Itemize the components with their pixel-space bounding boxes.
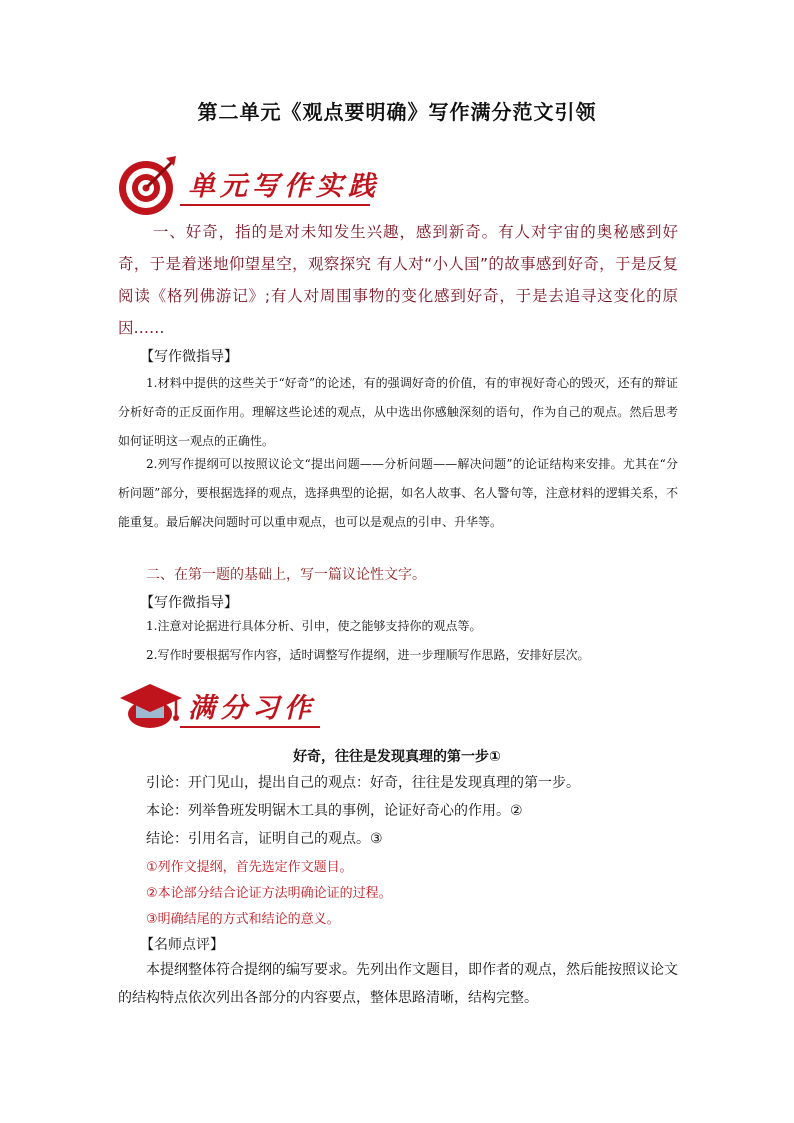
comment-label: 【名师点评】 — [140, 937, 224, 953]
outline-line: 本论：列举鲁班发明锯木工具的事例，论证好奇心的作用。② — [146, 803, 523, 819]
page-title: 第二单元《观点要明确》写作满分范文引领 — [197, 100, 597, 124]
target-dart-icon — [116, 152, 182, 218]
teacher-comment-text: 本提纲整体符合提纲的编写要求。先列出作文题目，即作者的观点，然后能按照议论文的结构特点依次列出各部分的内容要点，整体思路清晰，结构完整。 — [118, 962, 678, 1006]
guide-item — [118, 641, 678, 670]
outline-line: 结论：引用名言，证明自己的观点。③ — [146, 831, 383, 847]
guide-item-text: 2.写作时要根据写作内容，适时调整写作提纲，进一步理顺写作思路，安排好层次。 — [146, 648, 590, 662]
footnote: ①列作文提纲，首先选定作文题目。 — [146, 860, 353, 875]
guide-item — [118, 450, 678, 537]
section-heading: 单元写作实践 — [188, 171, 380, 202]
heading-underline — [180, 726, 320, 728]
heading-underline — [180, 204, 370, 206]
guide-label: 【写作微指导】 — [140, 349, 238, 365]
footnote: ③明确结尾的方式和结论的意义。 — [146, 912, 340, 927]
guide-item-text: 1.材料中提供的这些关于“好奇”的论述，有的强调好奇的价值，有的审视好奇心的毁灭，还有的辩证分析好奇的正反面作用。理解这些论述的观点，从中选出你感触深刻的语句，作为自己的观点。然后思考如何证明这一观点的正确性。 — [118, 376, 678, 448]
outline-line: 引论：开门见山，提出自己的观点：好奇，往往是发现真理的第一步。 — [146, 775, 580, 791]
essay-title: 好奇，往往是发现真理的第一步① — [293, 749, 501, 765]
guide-item-text: 1.注意对论据进行具体分析、引申，使之能够支持你的观点等。 — [146, 619, 482, 633]
guide-label: 【写作微指导】 — [140, 595, 238, 611]
guide-item — [118, 612, 678, 641]
section-banner-essay — [116, 672, 396, 742]
guide-item-text: 2.列写作提纲可以按照议论文“提出问题——分析问题——解决问题”的论证结构来安排。尤其在“分析问题”部分，要根据选择的观点，选择典型的论据，如名人故事、名人警句等，注意材料的逻辑关系，不能重复。最后解决问题时可以重申观点，也可以是观点的引申、升华等。 — [118, 457, 678, 529]
guide-item — [118, 369, 678, 456]
footnote: ②本论部分结合论证方法明确论证的过程。 — [146, 886, 392, 901]
graduation-cap-icon — [116, 672, 186, 738]
teacher-comment — [118, 956, 678, 1012]
prompt-one-text: 一、好奇，指的是对未知发生兴趣，感到新奇。有人对宇宙的奥秘感到好奇，于是着迷地仰望星空，观察探究 有人对“小人国”的故事感到好奇，于是反复阅读《格列佛游记》;有人对周围事物的变化感到好奇，于是去追寻这变化的原因…… — [118, 223, 678, 337]
prompt-two: 二、在第一题的基础上，写一篇议论性文字。 — [146, 567, 426, 583]
prompt-one — [118, 216, 678, 344]
section-heading: 满分习作 — [188, 693, 316, 724]
section-banner-practice — [116, 152, 396, 222]
